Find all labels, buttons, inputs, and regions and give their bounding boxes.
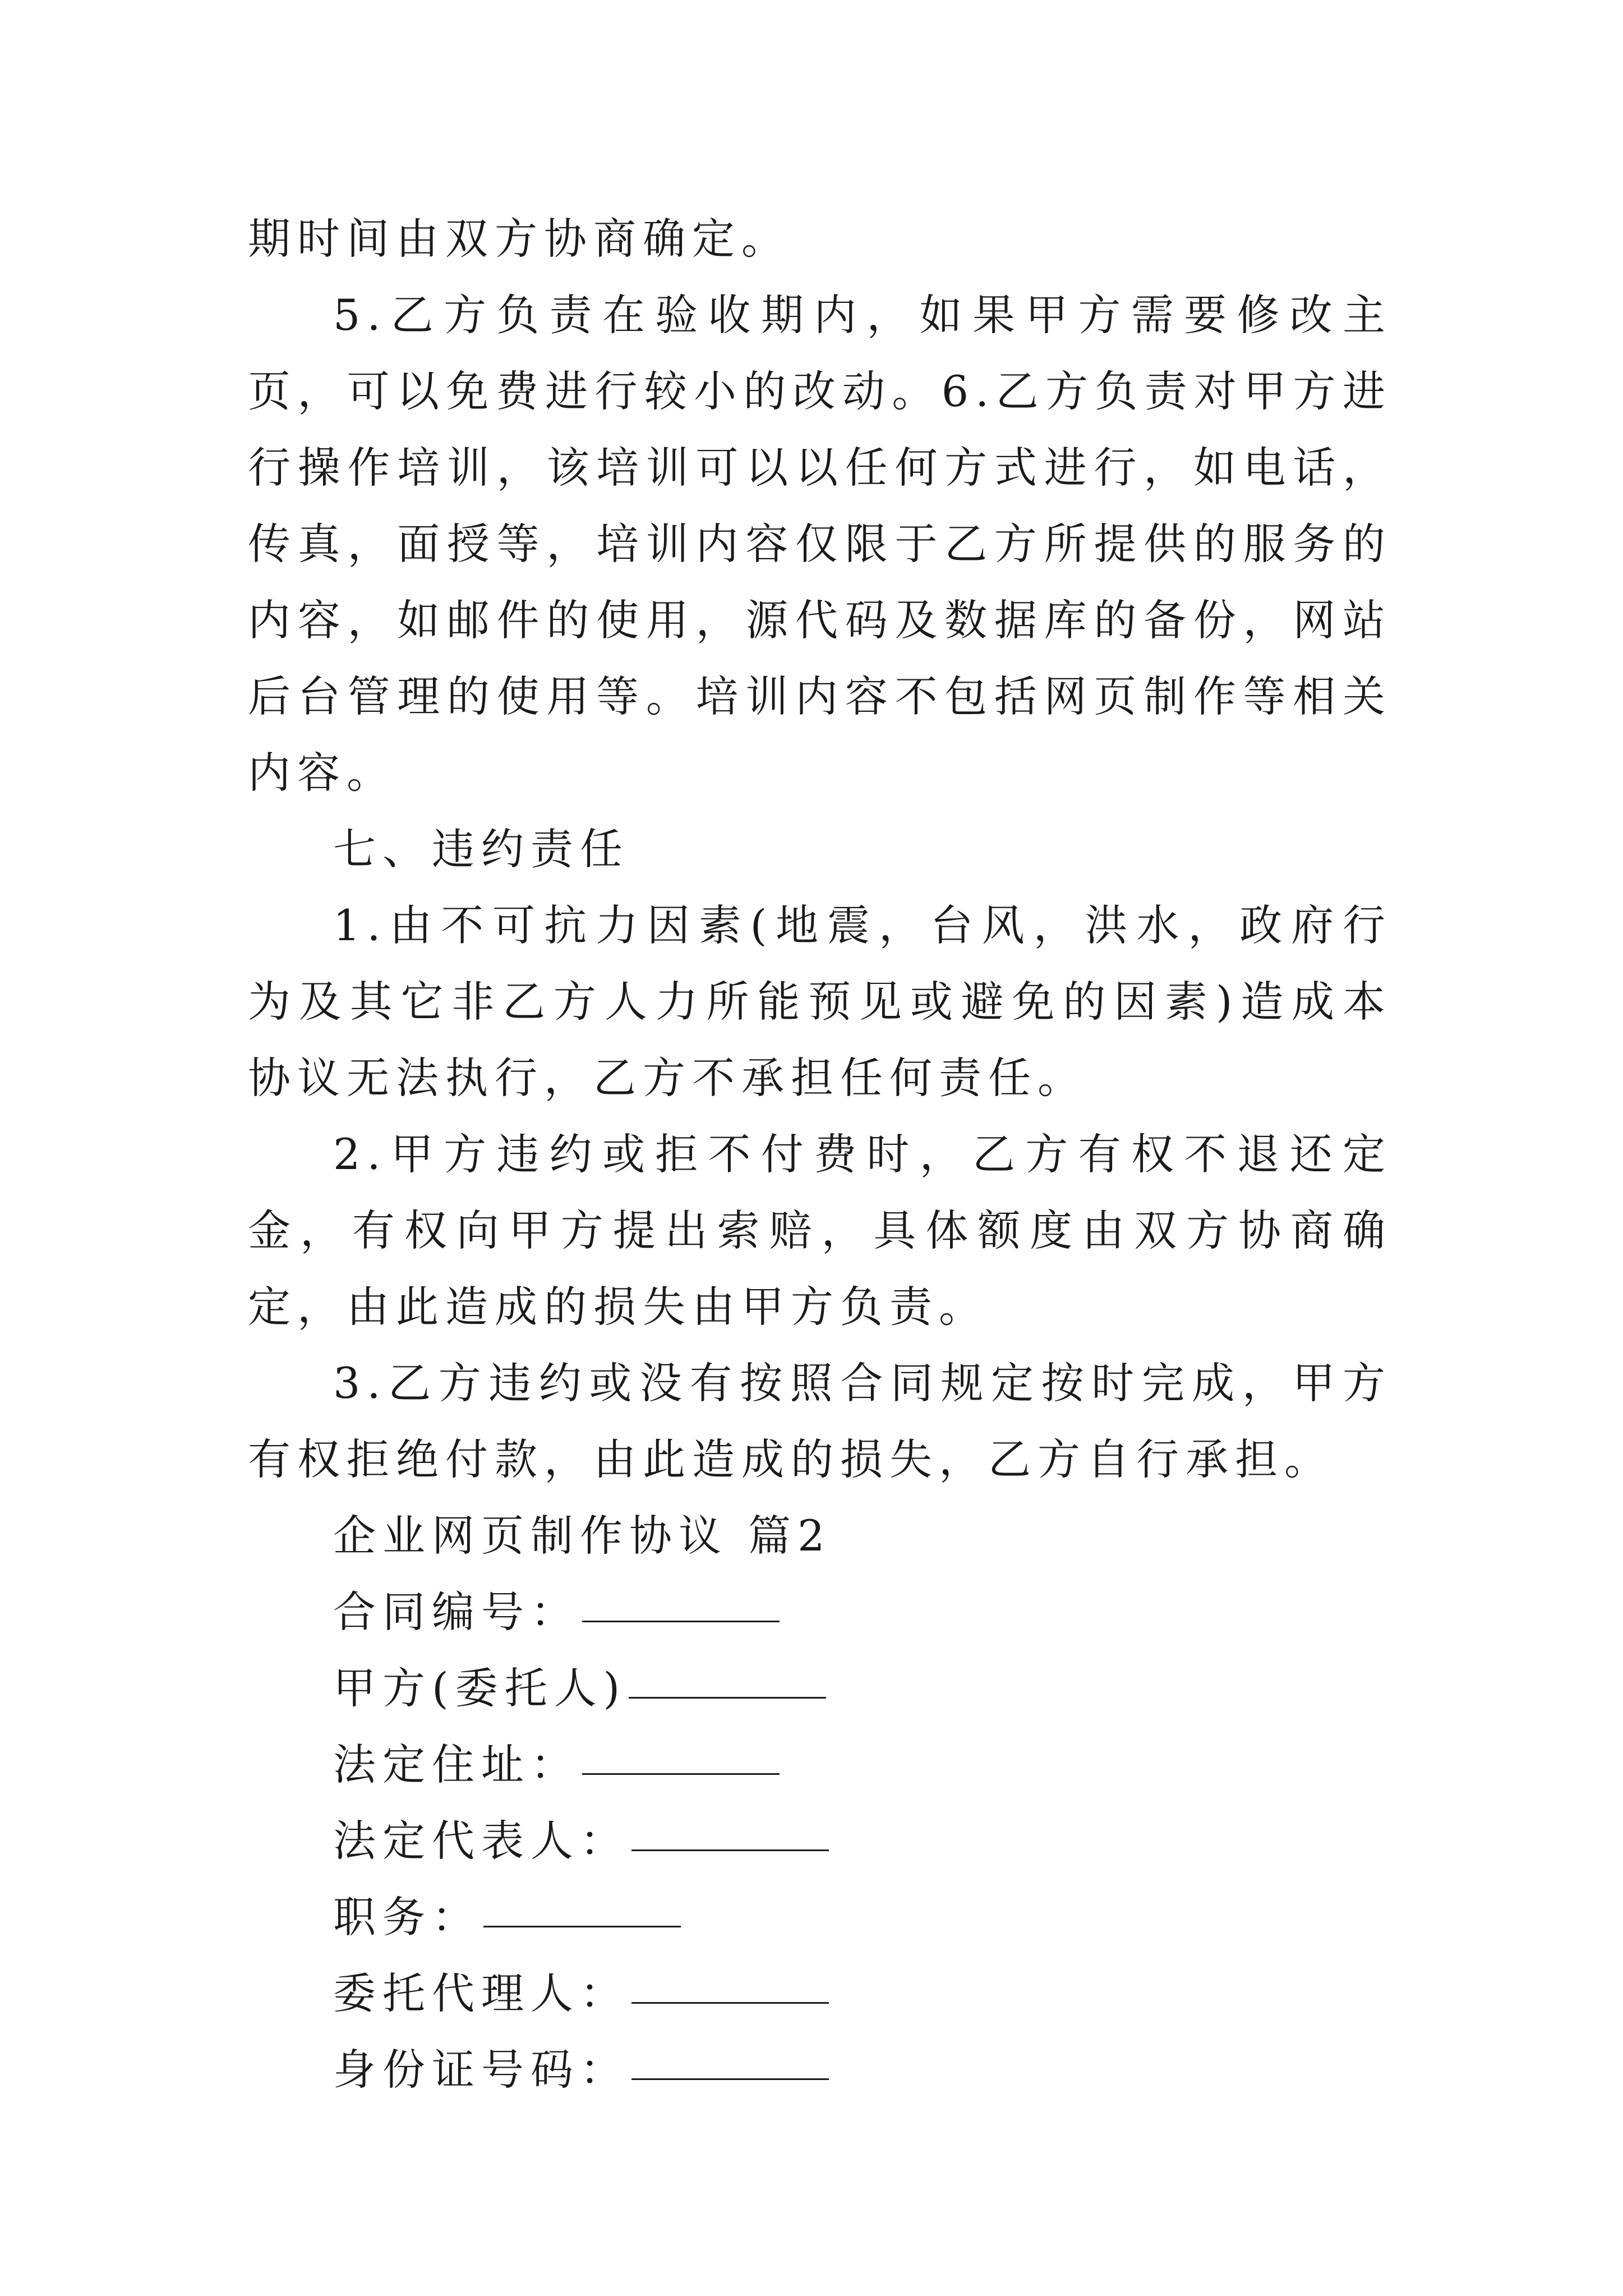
document-body	[248, 201, 1392, 2108]
section-heading-liability: 七、违约责任	[333, 824, 629, 874]
fill-in-blank	[631, 1849, 829, 1851]
fill-in-blank	[582, 1773, 780, 1775]
fill-in-blank	[631, 2001, 829, 2004]
field-authorized-agent	[248, 1955, 1392, 2032]
field-label: 身份证号码：	[333, 2045, 629, 2095]
agreement-title-part-2: 企业网页制作协议 篇2	[333, 1511, 832, 1561]
field-label: 职务：	[333, 1892, 481, 1942]
field-label: 甲方(委托人)	[333, 1663, 627, 1713]
field-id-number	[248, 2032, 1392, 2108]
field-label: 法定代表人：	[333, 1816, 629, 1866]
fill-in-blank	[631, 2078, 829, 2080]
paragraph-clause-2: 2.甲方违约或拒不付费时，乙方有权不退还定金，有权向甲方提出索赔，具体额度由双方协商确定，由此造成的损失由甲方负责。	[248, 1129, 1392, 1332]
field-position	[248, 1879, 1392, 1955]
field-legal-address	[248, 1727, 1392, 1803]
paragraph-clause-1: 1.由不可抗力因素(地震，台风，洪水，政府行为及其它非乙方人力所能预见或避免的因素)造成本协议无法执行，乙方不承担任何责任。	[248, 900, 1392, 1103]
field-legal-representative	[248, 1803, 1392, 1879]
paragraph-clause-5-6: 5.乙方负责在验收期内，如果甲方需要修改主页，可以免费进行较小的改动。6.乙方负责对甲方进行操作培训，该培训可以以任何方式进行，如电话，传真，面授等，培训内容仅限于乙方所提供的服务的内容，如邮件的使用，源代码及数据库的备份，网站后台管理的使用等。培训内容不包括网页制作等相关内容。	[248, 290, 1392, 798]
paragraph-continuation: 期时间由双方协商确定。	[248, 214, 791, 264]
fill-in-blank	[629, 1696, 826, 1699]
field-label: 合同编号：	[333, 1587, 580, 1637]
paragraph-clause-3: 3.乙方违约或没有按照合同规定按时完成，甲方有权拒绝付款，由此造成的损失，乙方自行承担。	[248, 1358, 1392, 1484]
field-party-a	[248, 1650, 1392, 1727]
fill-in-blank	[483, 1925, 681, 1927]
field-label: 法定住址：	[333, 1740, 580, 1789]
field-contract-number	[248, 1574, 1392, 1650]
fill-in-blank	[582, 1620, 780, 1622]
field-label: 委托代理人：	[333, 1968, 629, 2018]
